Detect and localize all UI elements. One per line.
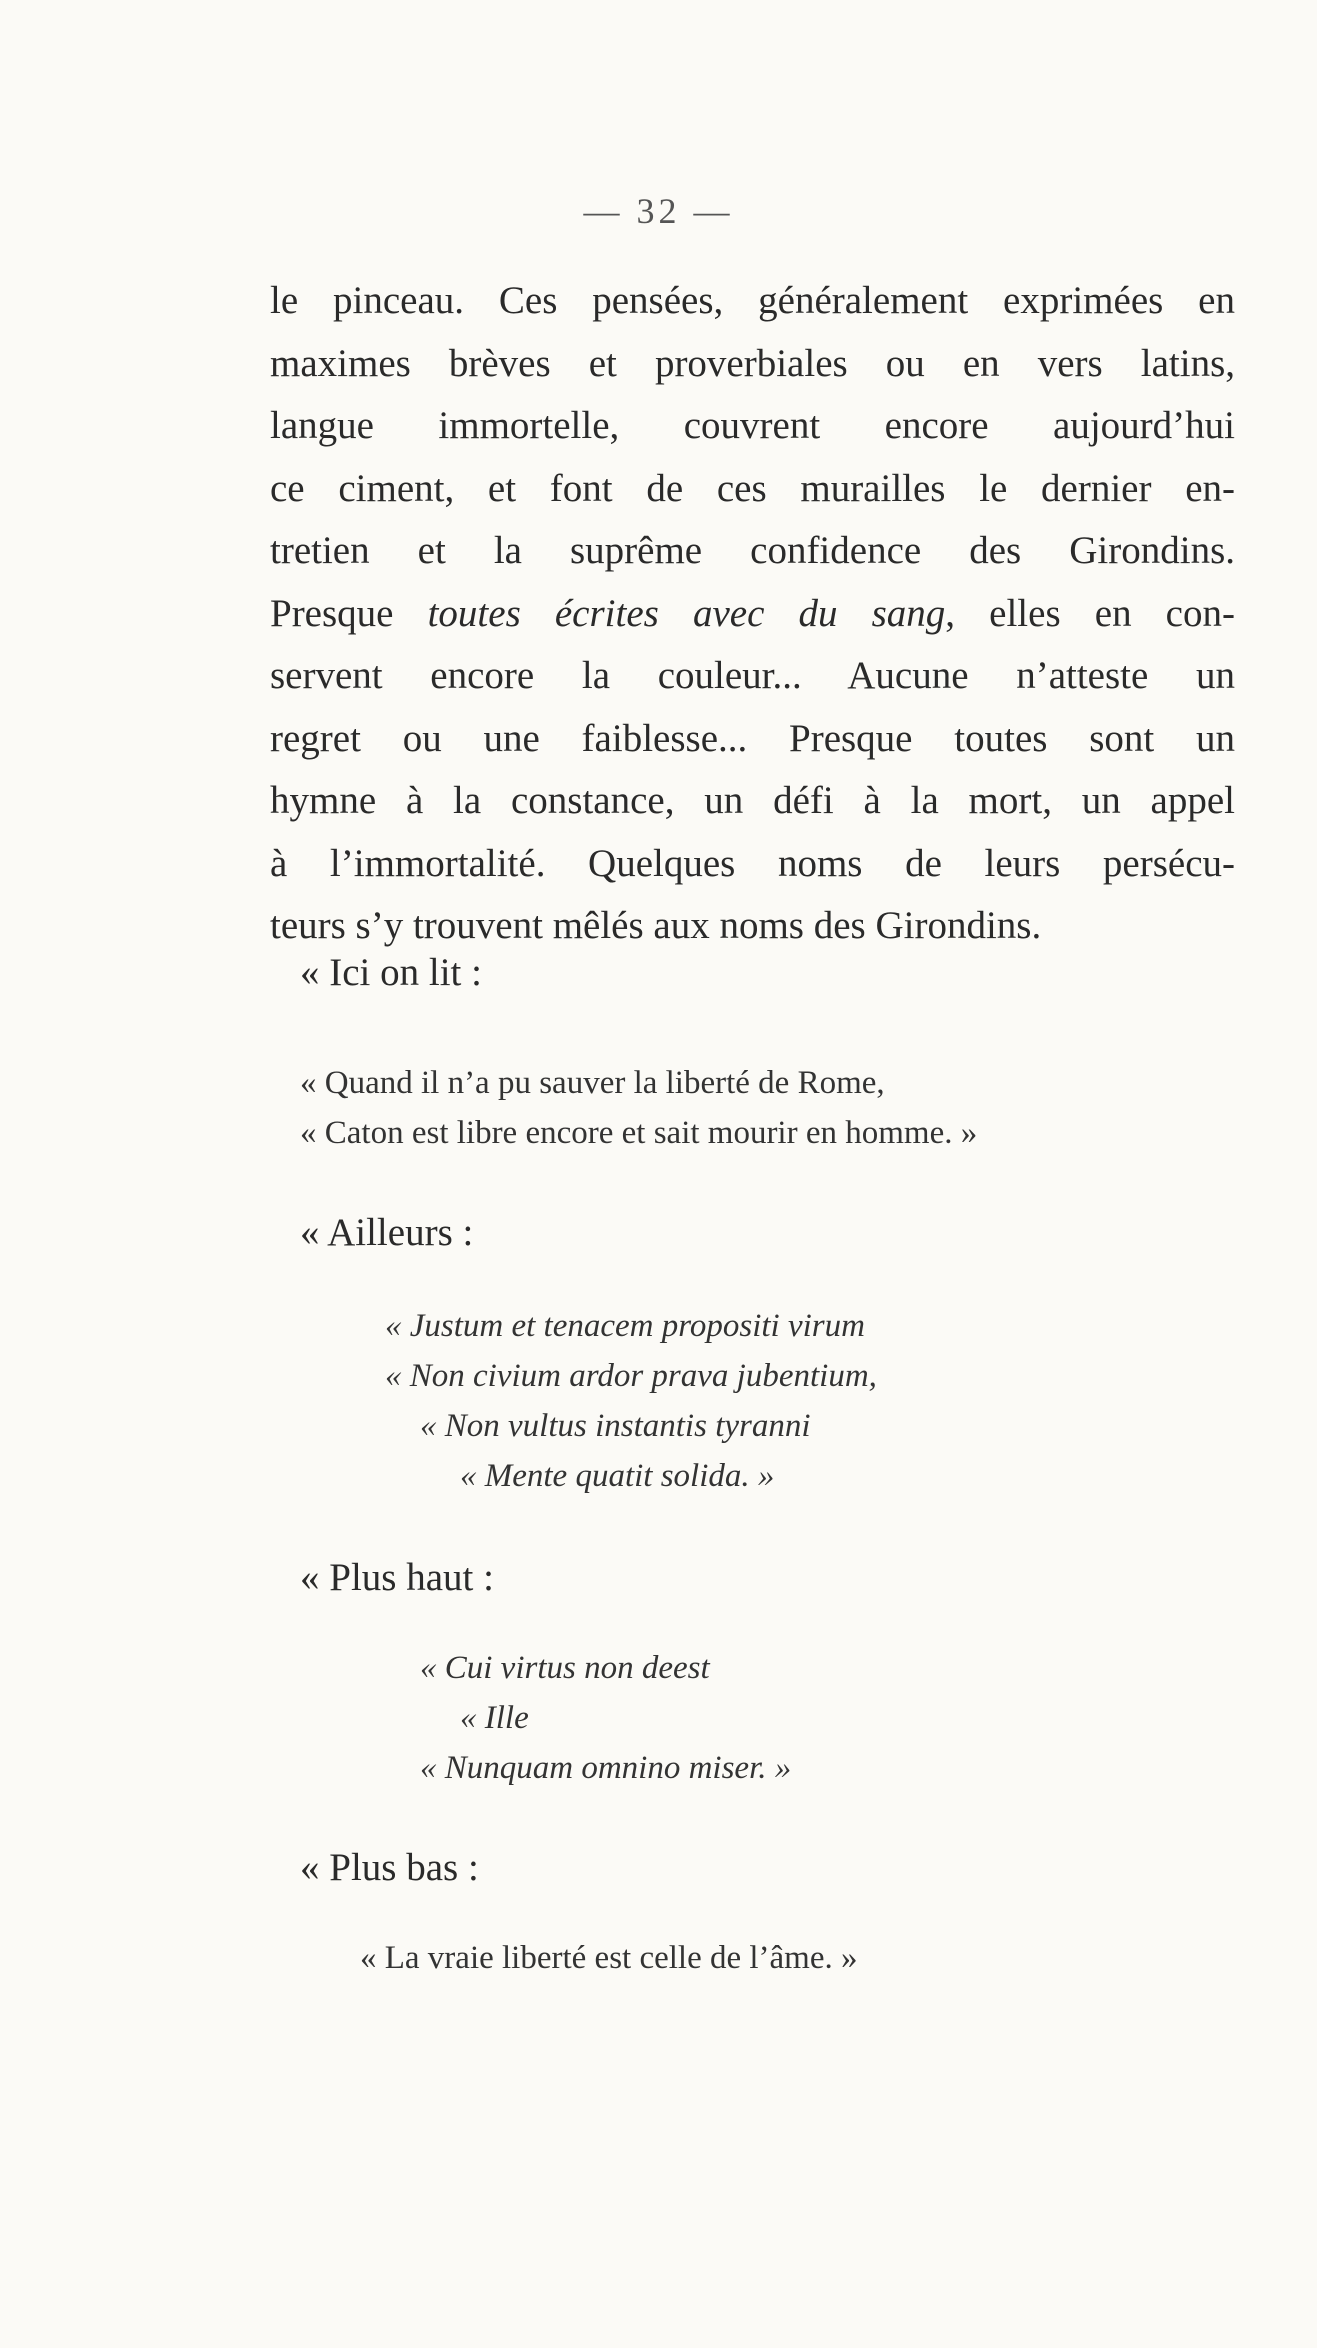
paragraph-line: servent encore la couleur... Aucune n’atteste un (270, 654, 1235, 697)
intro-plus-bas: « Plus bas : (300, 1846, 479, 1889)
italic-phrase: toutes écrites avec du sang (427, 591, 946, 635)
latin-verse: « Cui virtus non deest (420, 1650, 710, 1686)
intro-ailleurs: « Ailleurs : (300, 1211, 474, 1254)
latin-verse: « Nunquam omnino miser. » (420, 1750, 792, 1786)
paragraph-line: maximes brèves et proverbiales ou en vers latins, (270, 341, 1235, 385)
page-number: — 32 — (583, 191, 734, 231)
intro-ici: « Ici on lit : (300, 951, 482, 994)
quote-line: « Caton est libre encore et sait mourir en homme. » (300, 1115, 978, 1151)
paragraph-line: le pinceau. Ces pensées, généralement exprimées en (270, 279, 1235, 322)
quote-line: « Quand il n’a pu sauver la liberté de Rome, (300, 1065, 885, 1101)
paragraph-line: à l’immortalité. Quelques noms de leurs persécu- (270, 841, 1235, 885)
line-text: Presque (270, 591, 428, 635)
line-text: , elles en con- (945, 591, 1235, 635)
latin-verse: « Non vultus instantis tyranni (420, 1408, 811, 1444)
paragraph-line: teurs s’y trouvent mêlés aux noms des Girondins. (270, 904, 1042, 947)
main-paragraph (270, 270, 1235, 958)
latin-verse: « Non civium ardor prava jubentium, (385, 1358, 877, 1394)
paragraph-line: tretien et la suprême confidence des Girondins. (270, 529, 1235, 572)
latin-verse: « Justum et tenacem propositi virum (385, 1308, 865, 1344)
quote-line: « La vraie liberté est celle de l’âme. » (360, 1940, 858, 1976)
paragraph-line: ce ciment, et font de ces murailles le dernier en- (270, 466, 1235, 510)
latin-verse: « Mente quatit solida. » (460, 1458, 775, 1494)
paragraph-line: regret ou une faiblesse... Presque toutes sont un (270, 716, 1235, 760)
paragraph-line: hymne à la constance, un défi à la mort, un appel (270, 779, 1235, 822)
paragraph-line-italic (270, 583, 1235, 646)
paragraph-line: langue immortelle, couvrent encore aujourd’hui (270, 404, 1235, 447)
intro-plus-haut: « Plus haut : (300, 1556, 494, 1599)
latin-verse: « Ille (460, 1700, 529, 1736)
